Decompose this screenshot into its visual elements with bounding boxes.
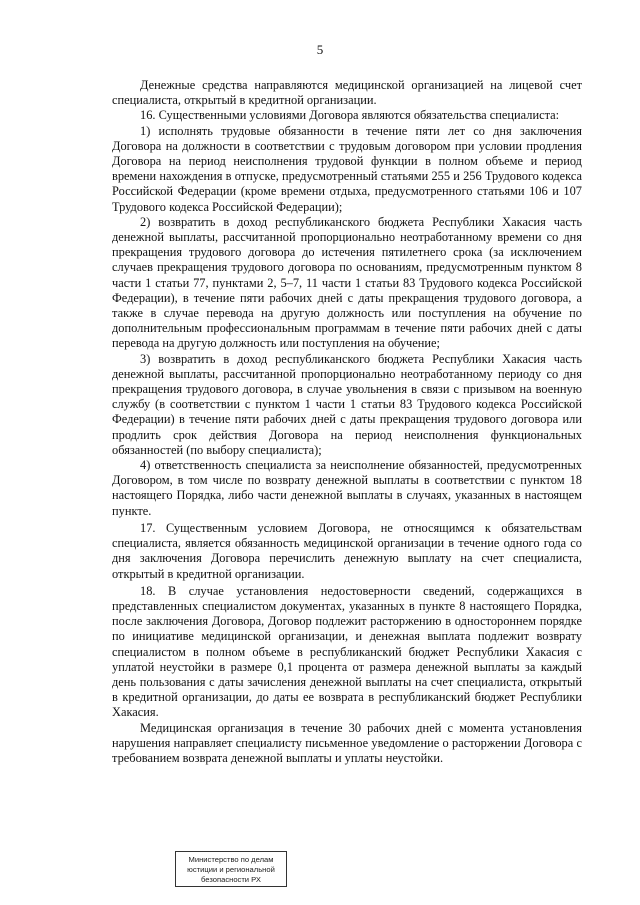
- paragraph-16-item-2: 2) возвратить в доход республиканского бюджета Республики Хакасия часть денежной выплаты, рассчитанной пропорционально неотработанному времени со дня прекращения трудового договора до истечения пятилетнего срока (за исключением случаев прекращения трудового договора по основаниям, предусмотренным пунктом 8 части 1 статьи 77, пунктами 2, 5–7, 11 части 1 статьи 83 Трудового кодекса Российской Федерации), в течение пяти рабочих дней с даты прекращения трудового договора, а также в случае перевода на другую должность или поступления на обучение по дополнительным профессиональным программам в течение пяти рабочих дней с даты перевода на другую должность или поступления на обучение;: [112, 214, 582, 351]
- paragraph-notification: Медицинская организация в течение 30 рабочих дней с момента установления нарушения направляет специалисту письменное уведомление о расторжении Договора с требованием возврата денежной выплаты и уплаты неустойки.: [112, 720, 582, 765]
- paragraph-18: 18. В случае установления недостоверности сведений, содержащихся в представленных специалистом документах, указанных в пункте 8 настоящего Порядка, после заключения Договора, Договор подлежит расторжению в одностороннем порядке по инициативе медицинской организации, и денежная выплата подлежит возврату специалистом в полном объеме в республиканский бюджет Республики Хакасия с уплатой неустойки в размере 0,1 процента от размера денежной выплаты за каждый день пользования с даты зачисления денежной выплаты на счет специалиста, открытый в кредитной организации, до даты ее возврата в республиканский бюджет Республики Хакасия.: [112, 583, 582, 720]
- stamp-line: юстиции и региональной: [187, 865, 275, 874]
- ministry-stamp: [175, 851, 287, 887]
- paragraph-money-transfer: Денежные средства направляются медицинской организацией на лицевой счет специалиста, открытый в кредитной организации.: [112, 78, 582, 108]
- paragraph-16-item-1: 1) исполнять трудовые обязанности в течение пяти лет со дня заключения Договора на должности в соответствии с трудовым договором при условии продления Договора на период неисполнения трудовой функции в полном объеме и период времени нахождения в отпуске, предусмотренный статьями 255 и 256 Трудового кодекса Российской Федерации (кроме времени отдыха, предусмотренного статьями 106 и 107 Трудового кодекса Российской Федерации);: [112, 123, 582, 214]
- stamp-line: Министерство по делам: [188, 855, 274, 864]
- stamp-line: безопасности РХ: [201, 875, 261, 884]
- paragraph-16: 16. Существенными условиями Договора являются обязательства специалиста:: [140, 108, 560, 123]
- page-number: 5: [316, 42, 324, 57]
- paragraph-17: 17. Существенным условием Договора, не относящимся к обязательствам специалиста, является обязанность медицинской организации в течение одного года со дня заключения Договора перечислить денежную выплату на счет специалиста, открытый в кредитной организации.: [112, 520, 582, 581]
- paragraph-16-item-4: 4) ответственность специалиста за неисполнение обязанностей, предусмотренных Договором, в том числе по возврату денежной выплаты в соответствии с пунктом 18 настоящего Порядка, либо части денежной выплаты в случаях, указанных в настоящем пункте.: [112, 458, 582, 518]
- paragraph-16-item-3: 3) возвратить в доход республиканского бюджета Республики Хакасия часть денежной выплаты, рассчитанной пропорционально неотработанному периоду со дня прекращения трудового договора, в случае увольнения в связи с призывом на военную службу (в соответствии с пунктом 1 части 1 статьи 83 Трудового кодекса Российской Федерации) в течение пяти рабочих дней с даты прекращения трудового договора или продлить срок действия Договора на период неисполнения функциональных обязанностей (по выбору специалиста);: [112, 351, 582, 457]
- document-body: [112, 78, 582, 766]
